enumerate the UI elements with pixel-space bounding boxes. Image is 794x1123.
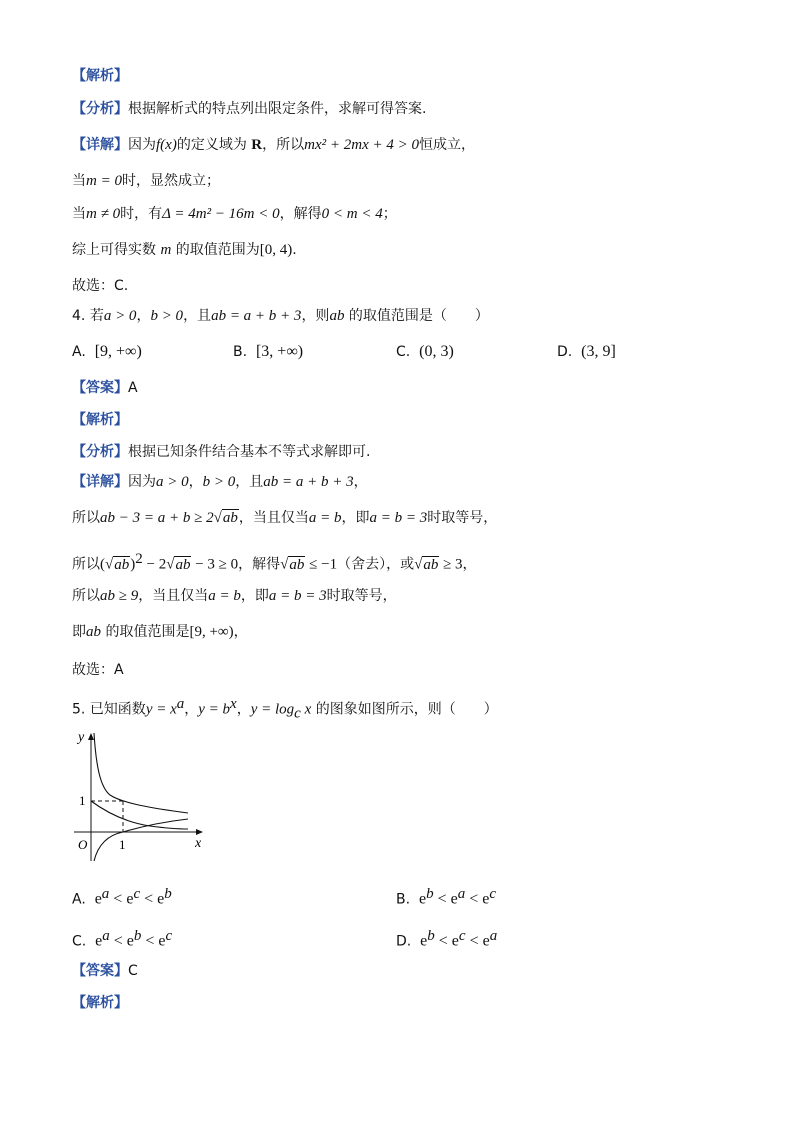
math-ab: ab [86,624,101,640]
math-func3: x [300,701,312,718]
math-case1: m = 0 [86,173,122,189]
analysis-tag: 【分析】 [72,101,128,117]
function-graph [70,725,220,865]
option-base: e [157,890,165,908]
math-func1: y = x [145,701,177,718]
detail-text: ，且 [235,474,264,490]
option-op: < [141,932,159,950]
answer-tag: 【答案】 [72,380,128,396]
stem-text: ， [136,308,151,324]
detail-text: ，当且仅当 [138,588,209,604]
detail-text: ， [462,556,477,573]
option-op: < [434,932,452,950]
option-base: e [95,932,103,950]
option-exp: a [102,928,110,944]
math-ab: ab [329,308,345,324]
detail-text: 时取等号， [326,588,397,604]
math-fx: f(x) [156,137,177,153]
math-R: R [251,137,263,153]
case-line-1 [72,171,220,191]
summary-text: 的取值范围为 [175,242,260,258]
option-op: < [140,890,158,908]
math-term: − 3 ≥ 0 [191,556,239,573]
case-text: ，解得 [279,206,322,222]
math-eq: a = b = 3 [268,588,327,604]
detail-tag: 【详解】 [72,474,128,490]
math-subscript: c [294,705,301,722]
question-4-stem [72,306,489,326]
y-axis-arrow [88,733,94,740]
detail-text: 的取值范围是 [105,624,190,640]
option-op: < [109,932,127,950]
detail-text: （舍去），或 [337,556,415,573]
math-inequality: ab − 3 = a + b ≥ 2 [100,510,214,526]
tick-y-1: 1 [79,793,86,808]
math-func2: y = b [198,701,231,718]
stem-text: 若 [89,308,104,324]
option-exp: c [133,886,141,902]
case-text: 当 [72,206,86,222]
sqrt-radicand: ab [222,510,238,526]
sqrt-radicand: ab [175,556,191,573]
case-text: 时，显然成立； [121,173,220,189]
option-base: e [420,932,428,950]
stem-text: 的图象如图所示，则（ ） [315,701,498,718]
option-label: A. [72,344,86,360]
option-label: B. [233,344,248,360]
q5-option-c [72,926,172,952]
sqrt-symbol: √ [414,556,423,573]
math-eq: a = b [308,510,342,526]
sqrt-radicand: ab [289,556,305,573]
detail-line-q4-1 [72,472,368,492]
detail-line-q4-2 [72,508,497,528]
math-cond1: a > 0 [103,308,137,324]
sqrt-radicand: ab [423,556,439,573]
q5-option-b [396,884,496,910]
math-exponent: 2 [135,551,143,567]
summary-text: . [292,242,297,258]
option-exp: b [427,928,435,944]
math-term: ≥ 3 [439,556,463,573]
math-term: ≤ −1 [305,556,338,573]
option-base: e [158,932,166,950]
case-line-2 [72,204,397,224]
question-5-stem [72,694,498,723]
option-exp: b [426,886,434,902]
option-label: C. [396,344,411,360]
analysis-text: 根据已知条件结合基本不等式求解即可. [128,444,371,460]
option-op: < [433,890,451,908]
option-exp: b [133,928,142,944]
sqrt-symbol: √ [213,510,222,526]
option-op: < [109,890,127,908]
math-inequality: ab ≥ 9 [100,588,139,604]
section-jiexi-1: 【解析】 [72,68,128,84]
option-op: < [465,890,483,908]
math-cond3: ab = a + b + 3 [263,474,354,490]
math-eq: a = b = 3 [369,510,428,526]
detail-text: 时取等号， [427,510,498,526]
math-cond2: b > 0 [202,474,236,490]
math-case2: m ≠ 0 [86,206,121,222]
math-solution: 0 < m < 4 [321,206,383,222]
math-exponent: a [176,696,185,712]
q4-option-a [72,342,142,362]
sqrt-symbol: √ [166,556,175,573]
option-exp: a [101,886,110,902]
analysis-line-1 [72,99,426,119]
stem-text: 已知函数 [89,701,146,718]
answer-row-q4 [72,378,138,398]
case-text: 时，有 [120,206,163,222]
detail-text: ， [353,474,368,490]
math-range: [9, +∞) [189,624,234,640]
origin-label: O [78,837,88,852]
section-jiexi-q5: 【解析】 [72,995,128,1011]
analysis-tag: 【分析】 [72,444,128,460]
option-base: e [451,932,459,950]
sqrt-radicand: ab [114,556,130,573]
option-label: D. [396,933,412,950]
tick-x-1: 1 [119,837,126,852]
detail-text: ，即 [240,588,269,604]
section-jiexi-q4: 【解析】 [72,412,128,428]
option-base: e [482,890,490,908]
math-eq: a = b [208,588,241,604]
detail-text: 因为 [128,137,156,153]
math-cond1: a > 0 [156,474,189,490]
question-number: 4. [72,308,86,324]
detail-text: 所以 [72,510,100,526]
option-base: e [126,890,134,908]
math-delta: Δ = 4m² − 16m < 0 [162,206,280,222]
detail-text: ， [233,624,248,640]
answer-line-q4: 故选：A [72,662,124,678]
stem-text: ， [184,701,199,718]
option-base: e [94,890,102,908]
stem-text: ，则 [301,308,330,324]
math-ineq: mx² + 2mx + 4 > 0 [304,137,419,153]
q4-option-d [557,342,616,362]
option-label: B. [396,891,411,908]
detail-text: 因为 [128,474,156,490]
y-label: y [78,730,85,745]
sqrt-symbol: √ [105,556,114,573]
detail-line-q4-4 [72,586,397,606]
option-base: e [482,932,490,950]
detail-text: 所以 [72,556,100,573]
math-term: − 2 [142,556,167,573]
option-value: [3, +∞) [255,343,304,360]
option-base: e [418,890,427,908]
detail-line-q4-3 [72,549,477,575]
option-label: A. [72,891,86,908]
option-exp: a [489,928,498,944]
q4-option-c [396,342,454,362]
q4-option-b [233,342,303,362]
option-value: (0, 3) [419,343,454,360]
option-value: (3, 9] [581,343,616,360]
option-value: [9, +∞) [94,343,142,360]
math-range: [0, 4) [259,242,293,258]
stem-text: 的取值范围是（ ） [348,308,489,324]
math-cond2: b > 0 [150,308,184,324]
detail-text: ，所以 [262,137,305,153]
q5-option-d [396,926,497,952]
summary-line [72,240,297,260]
option-exp: c [489,886,497,902]
q5-option-a [72,884,172,910]
detail-line-q4-5 [72,622,248,642]
option-exp: c [458,928,466,944]
stem-text: ， [236,701,251,718]
detail-text: 的定义域为 [176,137,247,153]
detail-text: 即 [72,624,86,640]
math-m: m [160,242,172,258]
option-exp: b [164,886,172,902]
stem-text: ，且 [183,308,212,324]
detail-text: ，即 [341,510,370,526]
option-op: < [465,932,483,950]
detail-line-1 [72,135,475,155]
detail-tag: 【详解】 [72,137,128,153]
math-exponent: x [230,696,237,712]
question-number: 5. [72,701,86,718]
analysis-text: 根据解析式的特点列出限定条件，求解可得答案. [128,101,427,117]
answer-row-q5 [72,961,138,981]
summary-text: 综上可得实数 [72,242,156,258]
detail-text: ，当且仅当 [238,510,309,526]
detail-text: ， [188,474,203,490]
answer-line-1: 故选：C. [72,278,129,294]
curve-logarithm [94,819,188,861]
option-label: C. [72,933,87,950]
answer-value: A [128,380,138,396]
math-cond3: ab = a + b + 3 [211,308,302,324]
case-text: 当 [72,173,86,189]
sqrt-symbol: √ [280,556,289,573]
option-label: D. [557,344,573,360]
analysis-line-q4 [72,442,370,462]
answer-value: C [128,963,138,979]
case-text: ； [382,206,397,222]
math-func3: y = log [250,701,295,718]
math-paren: ( [100,556,105,573]
option-base: e [126,932,134,950]
math-paren: ) [130,556,136,573]
detail-text: 所以 [72,588,100,604]
option-base: e [450,890,458,908]
detail-text: ，解得 [238,556,281,573]
detail-text: 恒成立， [418,137,475,153]
option-exp: a [457,886,466,902]
x-label: x [195,836,202,851]
x-axis-arrow [196,829,203,835]
answer-tag: 【答案】 [72,963,128,979]
option-exp: c [165,928,173,944]
